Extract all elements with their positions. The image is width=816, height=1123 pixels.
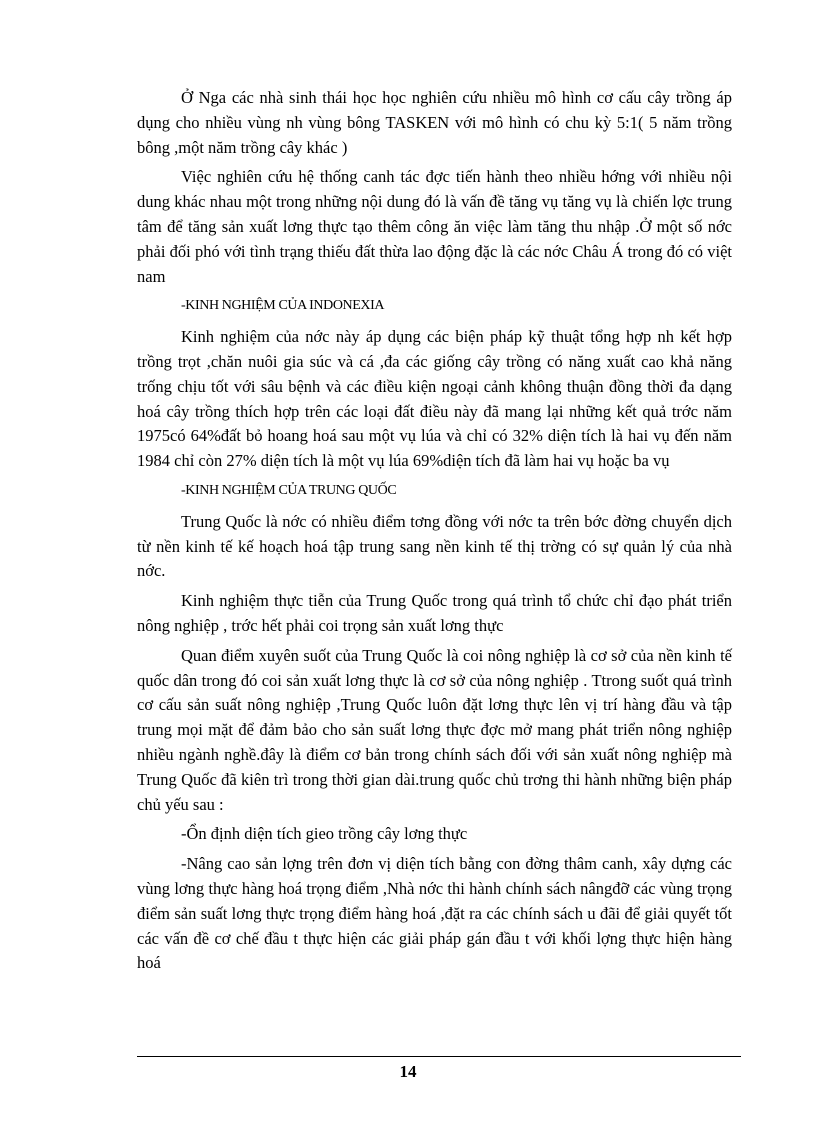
paragraph: Kinh nghiệm của nớc này áp dụng các biện pháp kỹ thuật tổng hợp nh kết hợp trồng trọt ,chăn nuôi gia súc và cá ,đa các giống cây trồng có năng xuất cao khả năng trống chịu tốt với sâu bệnh và các điều kiện ngoại cảnh không thuận đồng thời đa dạng hoá cây trồng thích hợp trên các loại đất điều này đã mang lại những kết quả trớc năm 1975có 64%đất bỏ hoang hoá sau một vụ lúa và chỉ có 32% diện tích là hai vụ đến năm 1984 chỉ còn 27% diện tích là một vụ lúa 69%diện tích đã làm hai vụ hoặc ba vụ: [137, 327, 732, 471]
page-number: 14: [399, 1062, 417, 1081]
paragraph: Ở Nga các nhà sinh thái học học nghiên cứu nhiều mô hình cơ cấu cây trồng áp dụng cho nhiều vùng nh vùng bông TASKEN với mô hình có chu kỳ 5:1( 5 năm trồng bông ,một năm trồng cây khác ): [137, 88, 732, 157]
footer-rule: [137, 1056, 741, 1057]
paragraph: -Ổn định diện tích gieo trồng cây lơng thực: [181, 824, 468, 844]
section-heading: -KINH NGHIỆM CỦA INDONEXIA: [181, 298, 385, 314]
paragraph: Việc nghiên cứu hệ thống canh tác đợc tiến hành theo nhiều hớng với nhiều nội dung khác nhau một trong những nội dung đó là vấn đề tăng vụ tăng vụ là chiến lợc trung tâm để tăng sản xuất lơng thực tạo thêm công ăn việc làm tăng thu nhập .Ở một số nớc phải đối phó với tình trạng thiếu đất thừa lao động đặc là các nớc Châu Á trong đó có việt nam: [137, 167, 732, 286]
paragraph: Quan điểm xuyên suốt của Trung Quốc là coi nông nghiệp là cơ sở của nền kinh tế quốc dân trong đó coi sản xuất lơng thực là cơ sở của nông nghiệp . Ttrong suốt quá trình cơ cấu sản suất nông nghiệp ,Trung Quốc luôn đặt lơng thực lên vị trí hàng đầu và tập trung mọi mặt để đảm bảo cho sản suất lơng thực đợc mở mang phát triển nông nghiệp nhiều ngành nghề.đây là điểm cơ bản trong chính sách đối với sản xuất nông nghiệp mà Trung Quốc đã kiên trì trong thời gian dài.trung quốc chủ trơng thi hành những biện pháp chủ yếu sau :: [137, 645, 732, 814]
paragraph: -Nâng cao sản lợng trên đơn vị diện tích bằng con đờng thâm canh, xây dựng các vùng lơng thực hàng hoá trọng điểm ,Nhà nớc thi hành chính sách nângđỡ các vùng trọng điểm sản suất lơng thực trọng điểm hàng hoá ,đặt ra các chính sách u đãi để giải quyết tốt các vấn đề cơ chế đầu t thực hiện các giải pháp gán đầu t với khối lợng thực hiện hàng hoá: [137, 854, 732, 973]
paragraph: Trung Quốc là nớc có nhiều điểm tơng đồng với nớc ta trên bớc đờng chuyển dịch từ nền kinh tế kế hoạch hoá tập trung sang nền kinh tế thị trờng có sự quản lý của nhà nớc.: [137, 511, 732, 581]
paragraph: Kinh nghiệm thực tiễn của Trung Quốc trong quá trình tổ chức chỉ đạo phát triển nông nghiệp , trớc hết phải coi trọng sản xuất lơng thực: [137, 591, 732, 635]
page-body: [137, 86, 732, 981]
section-heading: -KINH NGHIỆM CỦA TRUNG QUỐC: [181, 482, 397, 498]
